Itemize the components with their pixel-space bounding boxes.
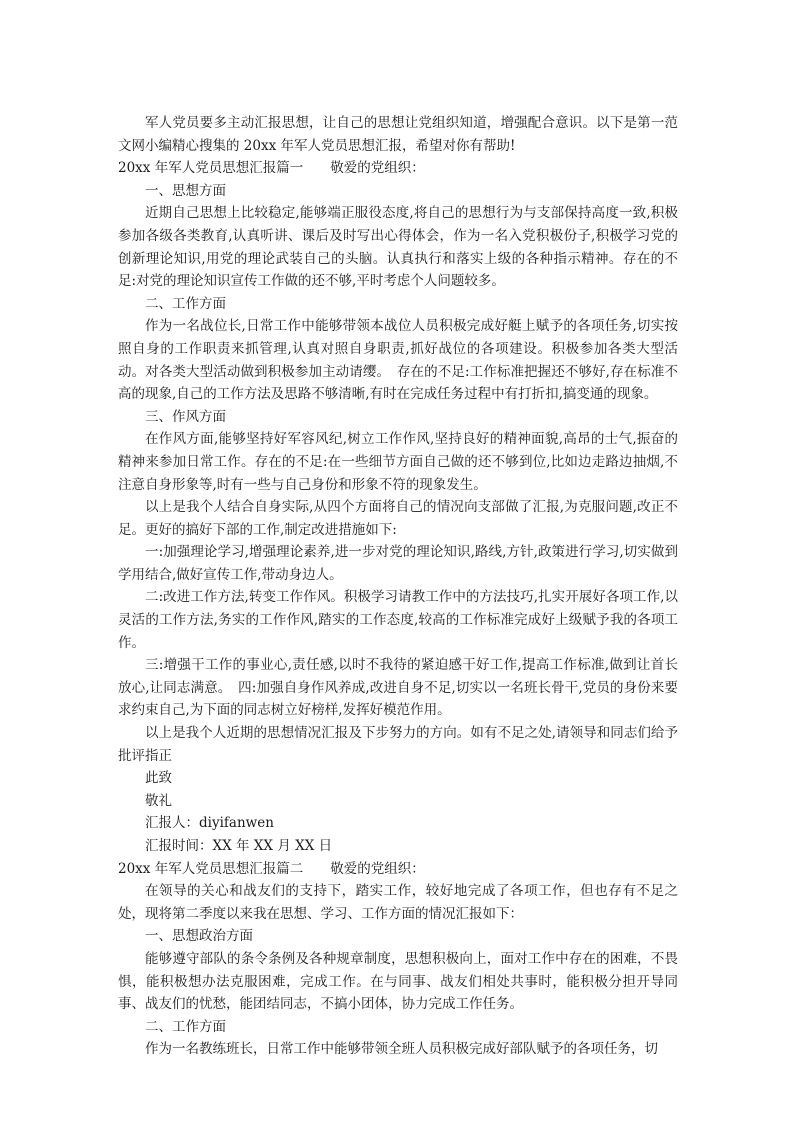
part1-section3-heading: 三、作风方面 <box>145 408 226 425</box>
part2-intro: 在领导的关心和战友们的支持下，踏实工作，较好地完成了各项工作，但也存有不足之处，现将第二季度以来我在思想、学习、工作方面的情况汇报如下： <box>118 883 678 922</box>
part2-section2-body: 作为一名教练班长，日常工作中能够带领全班人员积极完成好部队赋予的各项任务，切 <box>145 1041 658 1058</box>
part1-summary: 以上是我个人结合自身实际,从四个方面将自己的情况向支部做了汇报,为克服问题,改正不足。更好的搞好下部的工作,制定改进措施如下: <box>118 499 678 538</box>
part1-section2-body: 作为一名战位长,日常工作中能够带领本战位人员积极完成好艇上赋予的各项任务,切实按照自身的工作职责来抓管理,认真对照自身职责,抓好战位的各项建设。积极参加各类大型活动。对各类大型活动做到积极参加主动请缨。 存在的不足:工作标准把握还不够好,存在标准不高的现象,自己的工作方法及思路不够清晰,有时在完成任务过程中有打折扣,搞变通的现象。 <box>118 318 678 403</box>
part2-title: 20xx 年军人党员思想汇报篇二 敬爱的党组织： <box>118 860 425 877</box>
part2-section1-heading: 一、思想政治方面 <box>145 928 253 945</box>
report-date-line: 汇报时间：XX 年 XX 月 XX 日 <box>145 838 333 854</box>
part1-section1-body: 近期自己思想上比较稳定,能够端正服役态度,将自己的思想行为与支部保持高度一致,积极参加各级各类教育,认真听讲、课后及时写出心得体会，作为一名入党积极份子,积极学习党的创新理论知识,用党的理论武装自己的头脑。认真执行和落实上级的各种指示精神。存在的不足:对党的理论知识宣传工作做的还不够,平时考虑个人问题较多。 <box>118 205 678 290</box>
part1-measure-2: 二:改进工作方法,转变工作作风。积极学习请教工作中的方法技巧,扎实开展好各项工作,以灵活的工作方法,务实的工作作风,踏实的工作态度,较高的工作标准完成好上级赋予我的各项工作。 <box>118 589 678 651</box>
part1-title: 20xx 年军人党员思想汇报篇一 敬爱的党组织： <box>118 160 425 177</box>
part1-measure-3: 三:增强干工作的事业心,责任感,以时不我待的紧迫感干好工作,提高工作标准,做到让首长放心,让同志满意。 四:加强自身作风养成,改进自身不足,切实以一名班长骨干,党员的身份来要求约束自己,为下面的同志树立好榜样,发挥好模范作用。 <box>118 657 678 719</box>
part2-section1-body: 能够遵守部队的条令条例及各种规章制度，思想积极向上，面对工作中存在的困难，不畏惧，能积极想办法克服困难，完成工作。在与同事、战友们相处共事时，能积极分担开导同事、战友们的忧愁，能团结同志，不搞小团体，协力完成工作任务。 <box>118 950 678 1013</box>
salutation-cizhi: 此致 <box>145 770 172 787</box>
salutation-jingli: 敬礼 <box>145 792 172 809</box>
part1-section2-heading: 二、工作方面 <box>145 295 226 312</box>
part1-measure-1: 一:加强理论学习,增强理论素养,进一步对党的理论知识,路线,方针,政策进行学习,切实做到学用结合,做好宣传工作,带动身边人。 <box>118 544 678 583</box>
part2-section2-heading: 二、工作方面 <box>145 1018 226 1035</box>
intro-paragraph: 军人党员要多主动汇报思想，让自己的思想让党组织知道，增强配合意识。以下是第一范文网小编精心搜集的 20xx 年军人党员思想汇报，希望对你有帮助! <box>118 115 678 154</box>
document-page <box>118 112 678 1061</box>
part1-section3-body: 在作风方面,能够坚持好军容风纪,树立工作作风,坚持良好的精神面貌,高昂的士气,振奋的精神来参加日常工作。存在的不足:在一些细节方面自己做的还不够到位,比如边走路边抽烟,不注意自身形象等,时有一些与自己身份和形象不符的现象发生。 <box>118 431 678 493</box>
part1-section1-heading: 一、思想方面 <box>145 182 226 199</box>
reporter-line: 汇报人：diyifanwen <box>145 815 274 832</box>
part1-closing: 以上是我个人近期的思想情况汇报及下步努力的方向。如有不足之处,请领导和同志们给予批评指正 <box>118 725 678 764</box>
